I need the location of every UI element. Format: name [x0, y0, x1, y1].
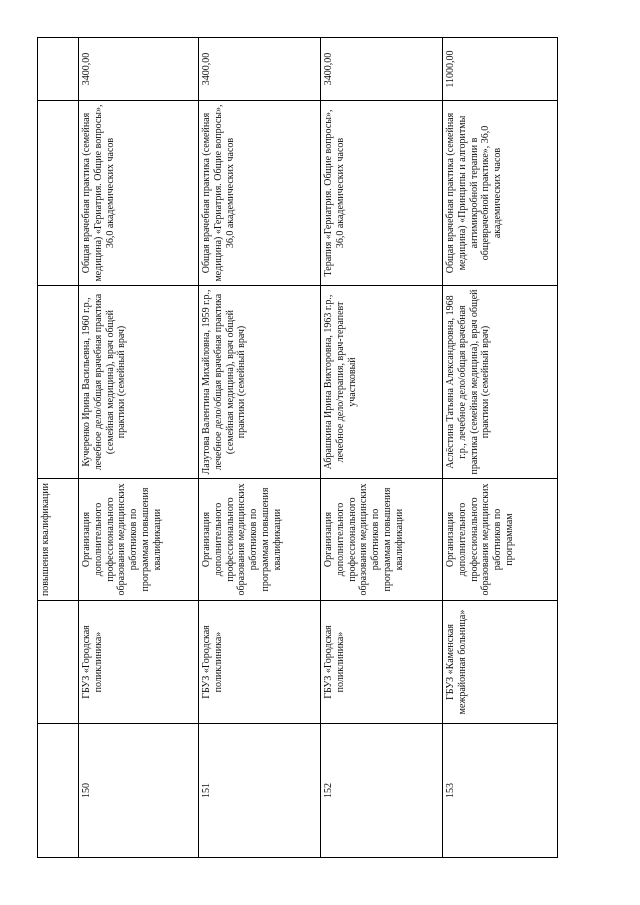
registry-table: [37, 37, 558, 858]
table-row: [79, 38, 199, 858]
organization-name: ГБУЗ «Городская поликлиника»: [199, 601, 321, 724]
specialist-info: Аслёстина Татьяна Александровна, 1968 г.р., лечебное дело/общая врачебная практика (семейная медицина), врач общей практики (семейный врач): [443, 286, 558, 479]
row-number: 151: [199, 724, 321, 858]
service-type: Организация дополнительного профессионального образования медицинских работников по программам: [443, 479, 558, 601]
header-course-cell: [38, 101, 79, 286]
course-price: 3400,00: [199, 38, 321, 101]
table-row: [321, 38, 443, 858]
course-name: Общая врачебная практика (семейная медицина) «Принципы и алгоритмы антимикробной терапии в общеврачебной практике», 36,0 академических часов: [443, 101, 558, 286]
header-org-cell: [38, 601, 79, 724]
course-name: Общая врачебная практика (семейная медицина) «Гериатрия. Общие вопросы», 36,0 академических часов: [199, 101, 321, 286]
table-row: [443, 38, 558, 858]
header-person-cell: [38, 286, 79, 479]
row-number: 152: [321, 724, 443, 858]
organization-name: ГБУЗ «Городская поликлиника»: [321, 601, 443, 724]
specialist-info: Абрашкина Ирина Викторовна, 1963 г.р., лечебное дело/терапия, врач-терапевт участковый: [321, 286, 443, 479]
specialist-info: Лазутова Валентина Михайловна, 1959 г.р., лечебное дело/общая врачебная практика (семейная медицина), врач общей практики (семейный врач): [199, 286, 321, 479]
organization-name: ГБУЗ «Городская поликлиника»: [79, 601, 199, 724]
course-price: 3400,00: [321, 38, 443, 101]
rotated-page: [37, 38, 552, 858]
header-type-cell: [38, 479, 79, 601]
service-type: Организация дополнительного профессионального образования медицинских работников по программам повышения квалификации: [79, 479, 199, 601]
row-number: 150: [79, 724, 199, 858]
service-type: Организация дополнительного профессионального образования медицинских работников по программам повышения квалификации: [199, 479, 321, 601]
header-price-cell: [38, 38, 79, 101]
course-price: 11000,00: [443, 38, 558, 101]
table-row: [38, 38, 79, 858]
course-name: Общая врачебная практика (семейная медицина) «Гериатрия. Общие вопросы», 36,0 академических часов: [79, 101, 199, 286]
course-price: 3400,00: [79, 38, 199, 101]
header-type-text: повышения квалификации: [40, 482, 51, 597]
service-type: Организация дополнительного профессионального образования медицинских работников по программам повышения квалификации: [321, 479, 443, 601]
header-num-cell: [38, 724, 79, 858]
table-row: [199, 38, 321, 858]
course-name: Терапия «Гериатрия. Общие вопросы», 36,0 академических часов: [321, 101, 443, 286]
specialist-info: Кучеренко Ирина Васильевна, 1960 г.р., лечебное дело/общая врачебная практика (семейная медицина), врач общей практики (семейный врач): [79, 286, 199, 479]
organization-name: ГБУЗ «Каменская межрайонная больница»: [443, 601, 558, 724]
row-number: 153: [443, 724, 558, 858]
